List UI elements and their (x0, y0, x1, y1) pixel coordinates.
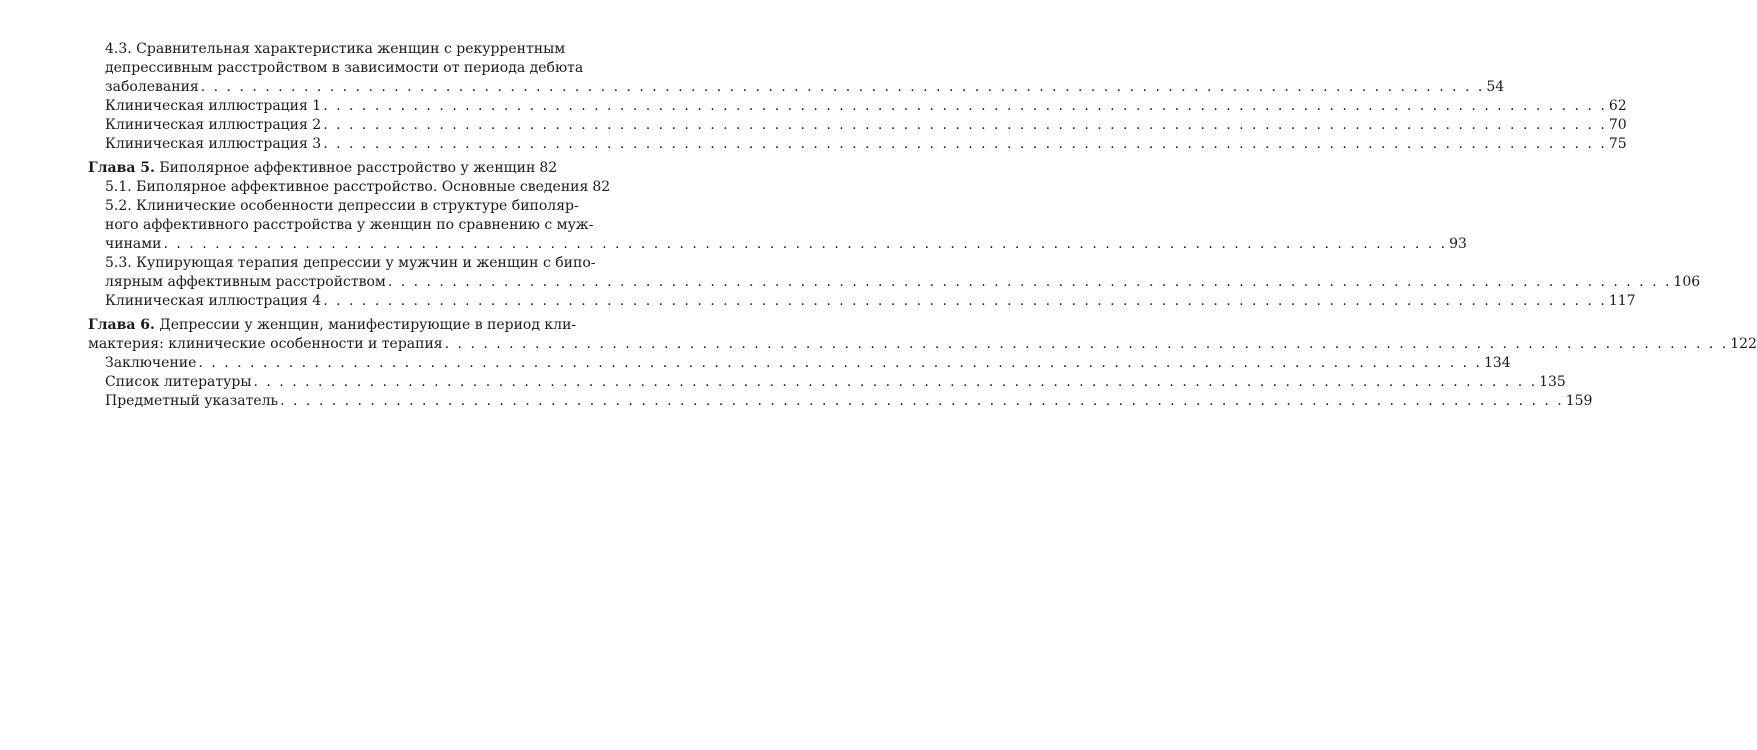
toc-entry-text: Депрессии у женщин, манифестирующие в период кли- (159, 317, 577, 333)
page-number: 54 (1486, 79, 1505, 95)
toc-entry-text: чинами (105, 236, 162, 252)
page-number: 82 (592, 179, 611, 195)
page-number: 135 (1539, 374, 1566, 390)
page-number: 159 (1565, 393, 1593, 409)
dot-leader (323, 135, 1607, 154)
toc-entry-text: 5.1. Биполярное аффективное расстройство. Основные сведения (105, 179, 589, 195)
toc-entry-text: Список литературы (105, 374, 252, 390)
toc-entry-illustration-1[interactable] (105, 97, 1627, 116)
toc-entry-text: депрессивным расстройством в зависимости от периода дебюта (105, 60, 584, 76)
toc-entry-text: заболевания (105, 79, 199, 95)
toc-entry-5-1[interactable] (105, 178, 611, 197)
toc-chapter-5[interactable] (88, 159, 558, 178)
toc-chapter-6[interactable] (88, 316, 1757, 354)
dot-leader (323, 116, 1607, 135)
toc-entry-conclusion[interactable] (105, 354, 1511, 373)
page-number: 70 (1608, 117, 1627, 133)
dot-leader (164, 235, 1448, 254)
page-number: 134 (1483, 355, 1511, 371)
dot-leader (198, 354, 1482, 373)
toc-entry-text: лярным аффективным расстройством (105, 274, 386, 290)
dot-leader (323, 292, 1607, 311)
chapter-label: Глава 5. (88, 160, 155, 176)
dot-leader (323, 97, 1607, 116)
toc-entry-references[interactable] (105, 373, 1566, 392)
page-number: 62 (1608, 98, 1627, 114)
page-number: 82 (539, 160, 558, 176)
toc-entry-text: 5.3. Купирующая терапия депрессии у мужчин и женщин с бипо- (105, 255, 596, 271)
page-number: 93 (1449, 236, 1467, 252)
toc-entry-text: Биполярное аффективное расстройство у женщин (159, 160, 536, 176)
toc-entry-text: ного аффективного расстройства у женщин по сравнению с муж- (105, 217, 594, 233)
toc-entry-subject-index[interactable] (105, 392, 1593, 411)
toc-entry-5-2[interactable] (105, 197, 1467, 254)
toc-entry-text: Клиническая иллюстрация 3 (105, 136, 322, 152)
toc-entry-text: мактерия: клинические особенности и терапия (88, 336, 443, 352)
toc-entry-text: Клиническая иллюстрация 2 (105, 117, 322, 133)
toc-entry-illustration-4[interactable] (105, 292, 1636, 311)
dot-leader (388, 273, 1672, 292)
dot-leader (254, 373, 1538, 392)
toc-entry-text: 5.2. Клинические особенности депрессии в структуре биполяр- (105, 198, 579, 214)
page-number: 106 (1673, 274, 1701, 290)
page-number: 75 (1608, 136, 1627, 152)
toc-entry-text: 4.3. Сравнительная характеристика женщин с рекуррентным (105, 41, 566, 57)
toc-entry-text: Предметный указатель (105, 393, 279, 409)
page-number: 122 (1730, 336, 1757, 352)
toc-entry-text: Клиническая иллюстрация 4 (105, 293, 322, 309)
toc-entry-4-3[interactable] (105, 40, 1505, 97)
toc-entry-illustration-3[interactable] (105, 135, 1627, 154)
dot-leader (280, 392, 1564, 411)
chapter-label: Глава 6. (88, 317, 155, 333)
toc-entry-text: Клиническая иллюстрация 1 (105, 98, 322, 114)
dot-leader (201, 78, 1485, 97)
toc-entry-illustration-2[interactable] (105, 116, 1627, 135)
dot-leader (445, 335, 1729, 354)
toc-entry-text: Заключение (105, 355, 197, 371)
table-of-contents (88, 40, 1757, 411)
toc-entry-5-3[interactable] (105, 254, 1701, 292)
page-number: 117 (1608, 293, 1636, 309)
